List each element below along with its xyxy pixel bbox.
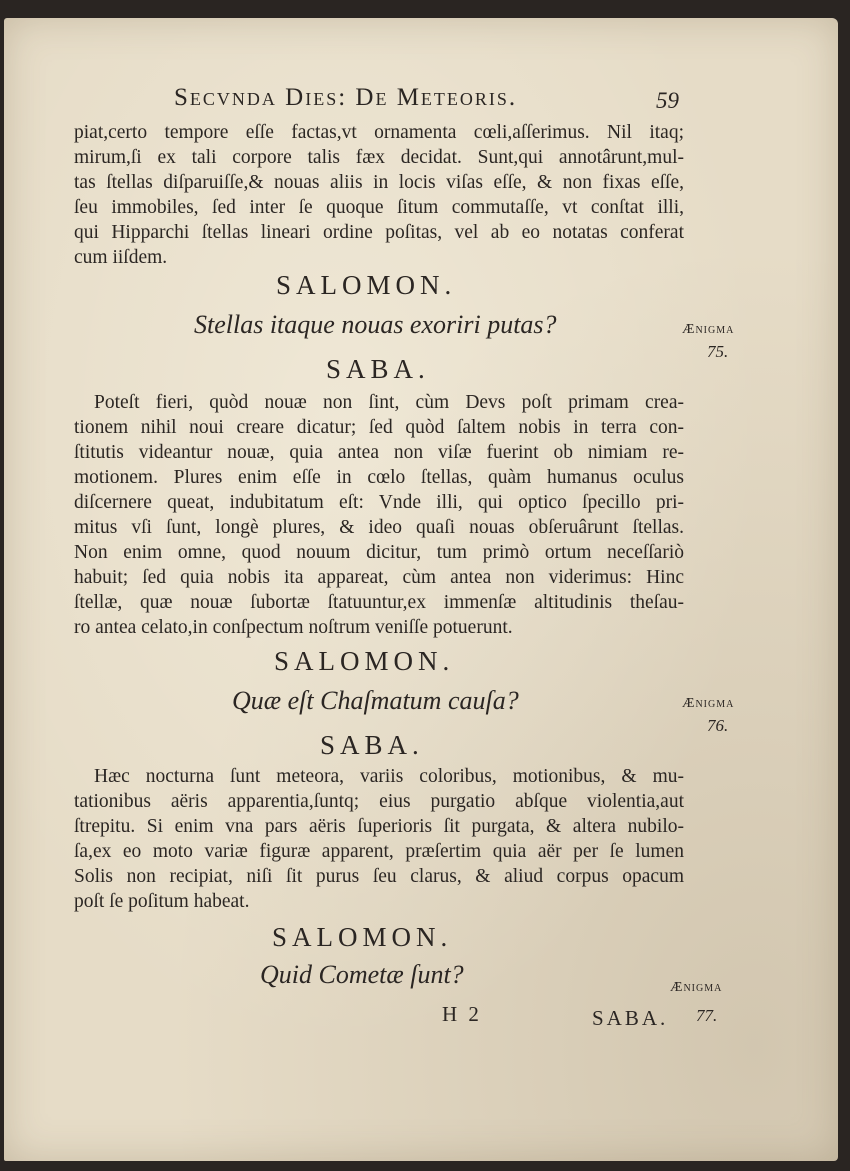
margin-number: 77. <box>696 1006 718 1025</box>
text-line: Poteſt fieri, quòd nouæ non ſint, cùm Devs poſt primam crea- <box>94 392 684 413</box>
margin-label-aenigma: Ænigma <box>670 980 723 995</box>
paragraph-continuation <box>74 120 684 270</box>
text-line: ſtrepitu. Si enim vna pars aëris ſuperioris ſit purgata, & altera nubilo- <box>74 816 684 837</box>
text-line: ro antea celato,in conſpectum noſtrum veniſſe potuerunt. <box>74 617 513 638</box>
text-line: ſtitutis videantur nouæ, quia antea non viſæ fuerint ob nimiam re- <box>74 442 684 463</box>
text-line: motionem. Plures enim eſſe in cœlo ſtellas, quàm humanus oculus <box>74 467 684 488</box>
margin-number: 75. <box>707 342 729 361</box>
text-line: diſcernere queat, indubitatum eſt: Vnde illi, qui optico ſpecillo pri- <box>74 492 684 513</box>
question-text: Stellas itaque nouas exoriri putas? <box>194 310 557 339</box>
text-line: ſtellæ, quæ nouæ ſubortæ ſtatuuntur,ex immenſæ altitudinis theſau- <box>74 592 684 613</box>
text-line: qui Hipparchi ſtellas lineari ordine poſitas, vel ab eo notatas conferat <box>74 222 684 243</box>
text-line: Hæc nocturna ſunt meteora, variis coloribus, motionibus, & mu- <box>94 766 684 787</box>
text-line: ſa,ex eo moto variæ figuræ apparent, præſertim quia aër per ſe lumen <box>74 841 684 862</box>
signature-mark: H 2 <box>442 1002 482 1026</box>
catchword: SABA. <box>592 1006 669 1030</box>
text-line: ſeu immobiles, ſed inter ſe quoque ſitum commutaſſe, vt conſtat illi, <box>74 197 684 218</box>
paragraph-answer <box>74 764 684 914</box>
text-line: tas ſtellas diſparuiſſe,& nouas aliis in locis viſas eſſe, & non fixas eſſe, <box>74 172 684 193</box>
text-line: Solis non recipiat, niſi ſit purus ſeu clarus, & aliud corpus opacum <box>74 866 684 887</box>
text-line: cum iiſdem. <box>74 247 168 268</box>
text-line: poſt ſe poſitum habeat. <box>74 891 250 912</box>
book-page <box>4 18 838 1161</box>
margin-number: 76. <box>707 716 729 735</box>
speaker-salomon: SALOMON. <box>272 922 453 952</box>
text-line: habuit; ſed quia nobis ita appareat, cùm antea non viderimus: Hinc <box>74 567 684 588</box>
text-line: piat,certo tempore eſſe factas,vt ornamenta cœli,aſſerimus. Nil itaq; <box>74 122 684 143</box>
speaker-saba: SABA. <box>320 730 424 760</box>
page-number: 59 <box>656 88 679 113</box>
question-text: Quid Cometæ ſunt? <box>260 960 464 989</box>
margin-label-aenigma: Ænigma <box>682 322 735 337</box>
text-line: tationibus aëris apparentia,ſuntq; eius purgatio abſque violentia,aut <box>74 791 684 812</box>
text-line: mitus vſi ſunt, longè plures, & ideo quaſi nouas obſeruârunt ſtellas. <box>74 517 684 538</box>
paragraph-answer <box>74 390 684 640</box>
margin-label-aenigma: Ænigma <box>682 696 735 711</box>
text-line: tionem nihil noui creare dicatur; ſed quòd ſaltem nobis in terra con- <box>74 417 684 438</box>
speaker-salomon: SALOMON. <box>274 646 455 676</box>
text-line: Non enim omne, quod nouum dicitur, tum primò ortum neceſſariò <box>74 542 684 563</box>
speaker-salomon: SALOMON. <box>276 270 457 300</box>
question-text: Quæ eſt Chaſmatum cauſa? <box>232 686 519 715</box>
speaker-saba: SABA. <box>326 354 430 384</box>
running-head: Secvnda Dies: De Meteoris. <box>174 84 518 111</box>
text-line: mirum,ſi ex tali corpore talis fæx decidat. Sunt,qui annotârunt,mul- <box>74 147 684 168</box>
